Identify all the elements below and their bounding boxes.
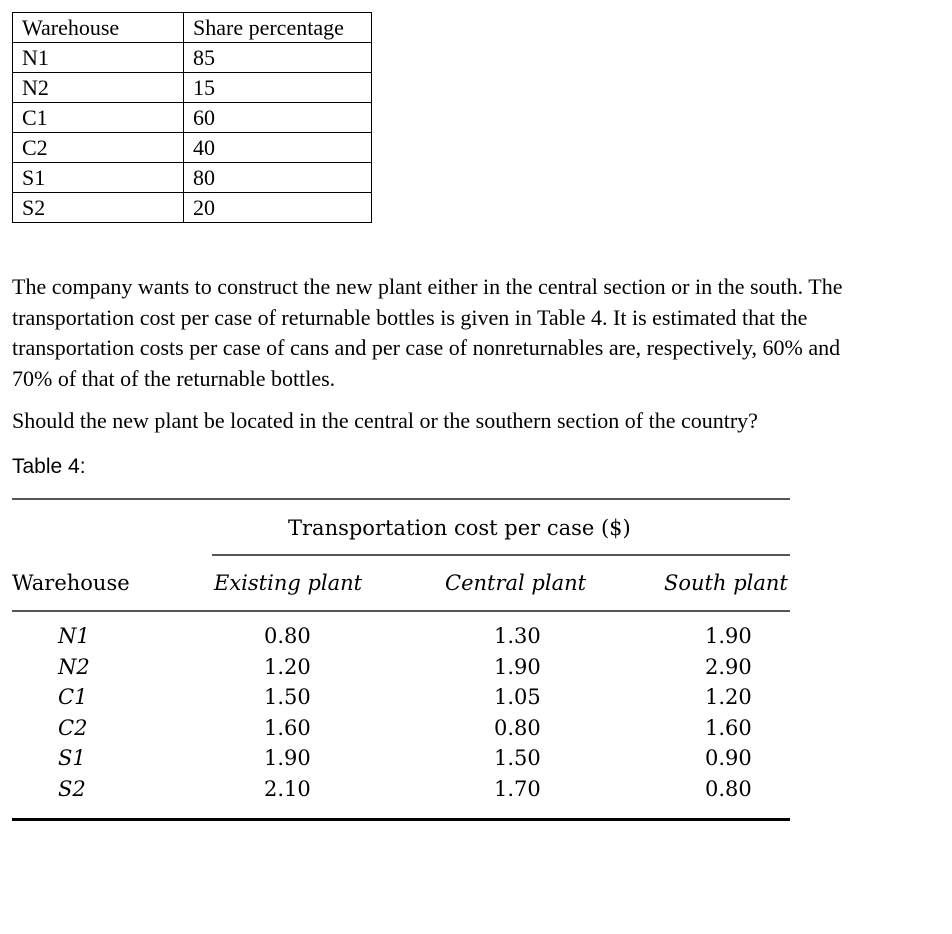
column-header-warehouse: Warehouse	[12, 571, 130, 595]
warehouse-cell: S2	[58, 776, 86, 801]
table-top-rule	[12, 498, 790, 500]
central-cost-cell: 0.80	[494, 715, 541, 740]
south-cost-cell: 2.90	[705, 654, 752, 679]
paragraph-line: The company wants to construct the new plant either in the central section or in the south. The	[12, 274, 843, 299]
table-row	[12, 687, 790, 718]
warehouse-cell: N2	[58, 654, 90, 679]
table-row	[12, 654, 790, 688]
column-header-south-plant: South plant	[664, 571, 788, 595]
header-cell-warehouse: Warehouse	[13, 13, 184, 43]
table-body	[12, 626, 790, 809]
central-cost-cell: 1.90	[494, 654, 541, 679]
table-label: Table 4:	[12, 455, 86, 478]
table-row	[12, 748, 790, 779]
warehouse-cell: S1	[13, 163, 184, 193]
warehouse-cell: C2	[13, 133, 184, 163]
group-header: Transportation cost per case ($)	[288, 516, 631, 540]
share-cell: 60	[184, 103, 372, 133]
table-bottom-rule	[12, 818, 790, 821]
question-text: Should the new plant be located in the central or the southern section of the country?	[12, 408, 758, 433]
paragraph-line: transportation costs per case of cans and per case of nonreturnables are, respectively, 60% and	[12, 335, 841, 360]
header-rule	[12, 610, 790, 612]
share-percentage-table	[12, 12, 372, 223]
warehouse-cell: S2	[13, 193, 184, 223]
south-cost-cell: 1.90	[705, 624, 752, 648]
warehouse-cell: N1	[13, 43, 184, 73]
table-row	[12, 626, 790, 657]
central-cost-cell: 1.70	[494, 776, 541, 801]
transportation-cost-table	[12, 498, 790, 824]
column-header-existing-plant: Existing plant	[214, 571, 363, 595]
share-cell: 20	[184, 193, 372, 223]
share-cell: 15	[184, 73, 372, 103]
existing-cost-cell: 1.20	[264, 654, 311, 679]
central-cost-cell: 1.30	[494, 624, 541, 648]
south-cost-cell: 1.20	[705, 685, 752, 709]
table-row	[12, 715, 790, 749]
warehouse-cell: S1	[58, 746, 86, 770]
south-cost-cell: 1.60	[705, 715, 752, 740]
warehouse-cell: N2	[13, 73, 184, 103]
existing-cost-cell: 1.90	[264, 746, 311, 770]
existing-cost-cell: 2.10	[264, 776, 311, 801]
problem-paragraph	[12, 272, 937, 394]
column-header-central-plant: Central plant	[445, 571, 587, 595]
paragraph-line: transportation cost per case of returnable bottles is given in Table 4. It is estimated that the	[12, 304, 808, 330]
paragraph-line: 70% of that of the returnable bottles.	[12, 365, 336, 391]
table-header-row	[13, 13, 372, 43]
warehouse-cell: C1	[58, 685, 88, 709]
warehouse-cell: C1	[13, 103, 184, 133]
central-cost-cell: 1.05	[494, 685, 541, 709]
existing-cost-cell: 1.50	[264, 685, 311, 709]
table-row	[13, 193, 372, 223]
existing-cost-cell: 0.80	[264, 624, 311, 648]
group-header-rule	[212, 554, 790, 556]
warehouse-cell: N1	[58, 624, 90, 648]
share-cell: 80	[184, 163, 372, 193]
table-row	[13, 43, 372, 73]
existing-cost-cell: 1.60	[264, 715, 311, 740]
table-row	[13, 133, 372, 163]
table-row	[13, 103, 372, 133]
table-row	[12, 776, 790, 810]
south-cost-cell: 0.90	[705, 746, 752, 770]
south-cost-cell: 0.80	[705, 776, 752, 801]
header-cell-share-percentage: Share percentage	[184, 13, 372, 43]
table-row	[13, 163, 372, 193]
share-cell: 40	[184, 133, 372, 163]
warehouse-cell: C2	[58, 715, 88, 740]
table-row	[13, 73, 372, 103]
central-cost-cell: 1.50	[494, 746, 541, 770]
share-cell: 85	[184, 43, 372, 73]
